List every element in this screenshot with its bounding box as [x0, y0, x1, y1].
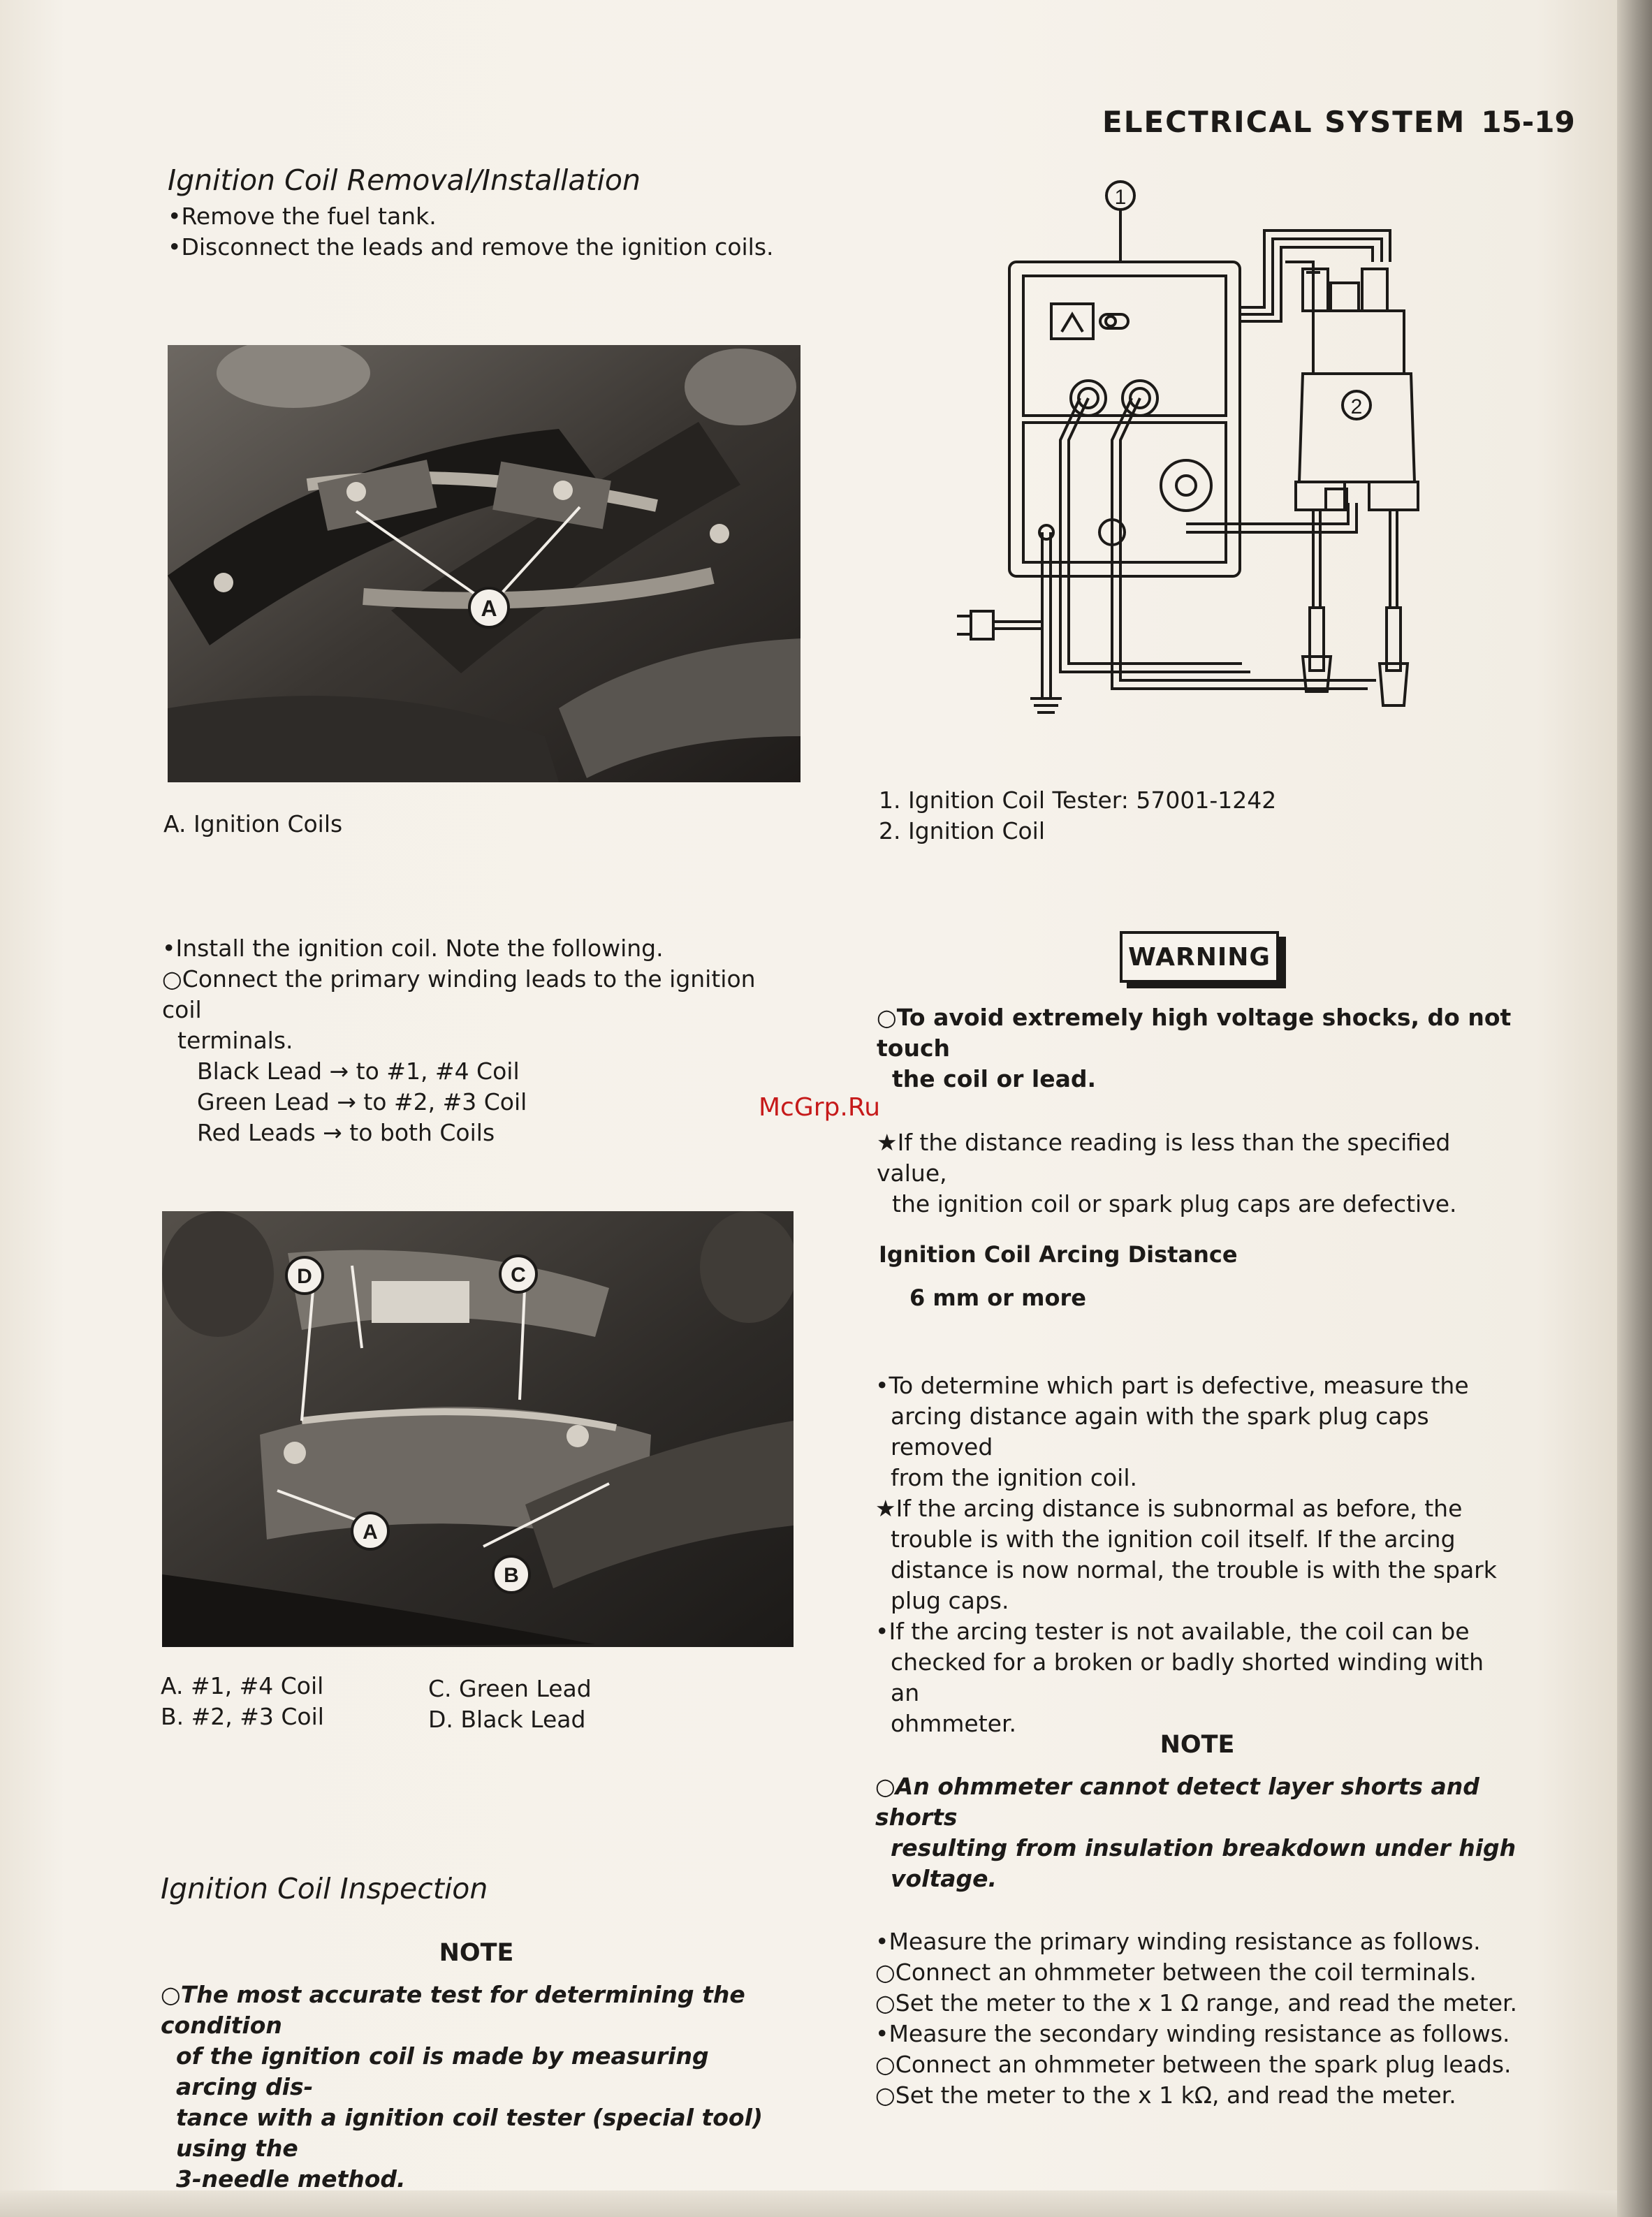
- defect-line: •To determine which part is defective, measure the: [875, 1372, 1469, 1399]
- note-left: [161, 1980, 796, 2195]
- callout-1: 1: [1114, 186, 1127, 209]
- tester-line: •If the arcing tester is not available, the coil can be: [875, 1618, 1470, 1645]
- removal-step: •Remove the fuel tank.: [168, 203, 437, 230]
- tester-line: ohmmeter.: [891, 1710, 1016, 1737]
- subnormal-line: ★If the arcing distance is subnormal as before, the: [875, 1495, 1463, 1522]
- page-edge: [1617, 0, 1652, 2217]
- photo1-caption: A. Ignition Coils: [163, 810, 343, 837]
- measure-line: ○Set the meter to the x 1 kΩ, and read the meter.: [875, 2081, 1456, 2109]
- warning-line: the coil or lead.: [892, 1065, 1097, 1092]
- watermark: McGrp.Ru: [759, 1093, 881, 1122]
- install-instructions: [162, 933, 801, 1148]
- callout-2: 2: [1350, 395, 1363, 418]
- distance-text: [877, 1127, 1516, 1220]
- warning-box: [1120, 931, 1279, 983]
- install-line: ○Connect the primary winding leads to the ignition coil: [162, 965, 756, 1023]
- defect-line: arcing distance again with the spark plug caps removed: [891, 1403, 1429, 1461]
- measure-line: •Measure the primary winding resistance as follows.: [875, 1928, 1481, 1955]
- photo1-callout-a: A: [481, 596, 497, 621]
- photo2-callout-c: C: [511, 1264, 526, 1287]
- subnormal-line: plug caps.: [891, 1587, 1009, 1614]
- diagram-caption: 1. Ignition Coil Tester: 57001-1242: [879, 786, 1277, 814]
- ignition-coils-photo: [168, 345, 801, 782]
- warning-line: ○To avoid extremely high voltage shocks, do not touch: [877, 1004, 1512, 1062]
- note-line: ○An ohmmeter cannot detect layer shorts and shorts: [875, 1773, 1479, 1831]
- note-line: voltage.: [891, 1865, 997, 1892]
- photo2-caption: C. Green Lead: [428, 1675, 592, 1702]
- warning-text: [877, 1002, 1519, 1095]
- coil-leads-photo: [162, 1211, 794, 1647]
- note-line: tance with a ignition coil tester (special tool) using the: [176, 2104, 763, 2162]
- inspection-title: Ignition Coil Inspection: [161, 1872, 488, 1905]
- note-heading-left: NOTE: [439, 1939, 514, 1967]
- section-title: ELECTRICAL SYSTEM: [1102, 105, 1466, 139]
- removal-steps: [168, 201, 796, 263]
- diagram-caption: 2. Ignition Coil: [879, 817, 1046, 844]
- install-line: terminals.: [177, 1027, 293, 1054]
- note-line: of the ignition coil is made by measuring arcing dis-: [176, 2042, 709, 2100]
- page-number: 15-19: [1481, 105, 1575, 139]
- photo2-callout-a: A: [363, 1521, 378, 1544]
- measure-line: •Measure the secondary winding resistance as follows.: [875, 2020, 1510, 2047]
- subnormal-line: distance is now normal, the trouble is with the spark: [891, 1556, 1497, 1583]
- photo2-caption-col1: [161, 1671, 324, 1732]
- arcing-distance-value: 6 mm or more: [909, 1285, 1086, 1311]
- coil-tester-diagram: [950, 175, 1453, 754]
- photo2-caption: B. #2, #3 Coil: [161, 1703, 324, 1730]
- photo2-callout-b: B: [504, 1564, 519, 1587]
- lead-map-line: Black Lead → to #1, #4 Coil: [197, 1058, 520, 1085]
- diagram-captions: [879, 785, 1276, 847]
- measure-line: ○Connect an ohmmeter between the coil terminals.: [875, 1959, 1477, 1986]
- lead-map-line: Green Lead → to #2, #3 Coil: [197, 1088, 527, 1115]
- measure-instructions: [875, 1926, 1519, 2111]
- removal-title: Ignition Coil Removal/Installation: [168, 163, 641, 197]
- defect-line: from the ignition coil.: [891, 1464, 1137, 1491]
- subnormal-line: trouble is with the ignition coil itself. If the arcing: [891, 1525, 1456, 1553]
- install-line: •Install the ignition coil. Note the following.: [162, 935, 664, 962]
- note-line: ○The most accurate test for determining the condition: [161, 1981, 745, 2039]
- note-line: resulting from insulation breakdown under high: [891, 1834, 1516, 1861]
- distance-line: the ignition coil or spark plug caps are defective.: [892, 1190, 1457, 1217]
- page-header: [1102, 105, 1575, 139]
- note-line: 3-needle method.: [176, 2165, 406, 2193]
- removal-step: •Disconnect the leads and remove the ignition coils.: [168, 233, 774, 261]
- distance-line: ★If the distance reading is less than the specified value,: [877, 1129, 1451, 1187]
- photo2-callout-d: D: [297, 1265, 312, 1288]
- defect-instructions: [875, 1370, 1519, 1739]
- measure-line: ○Set the meter to the x 1 Ω range, and read the meter.: [875, 1989, 1518, 2017]
- photo2-caption-col2: [428, 1674, 592, 1735]
- photo2-caption: D. Black Lead: [428, 1706, 586, 1733]
- tester-line: checked for a broken or badly shorted winding with an: [891, 1648, 1484, 1706]
- measure-line: ○Connect an ohmmeter between the spark plug leads.: [875, 2051, 1512, 2078]
- arcing-distance-title: Ignition Coil Arcing Distance: [879, 1241, 1238, 1268]
- note-heading-right: NOTE: [1160, 1731, 1235, 1759]
- note-right: [875, 1771, 1519, 1894]
- lead-map-line: Red Leads → to both Coils: [197, 1119, 495, 1146]
- warning-label: WARNING: [1128, 942, 1271, 972]
- photo2-caption: A. #1, #4 Coil: [161, 1672, 324, 1699]
